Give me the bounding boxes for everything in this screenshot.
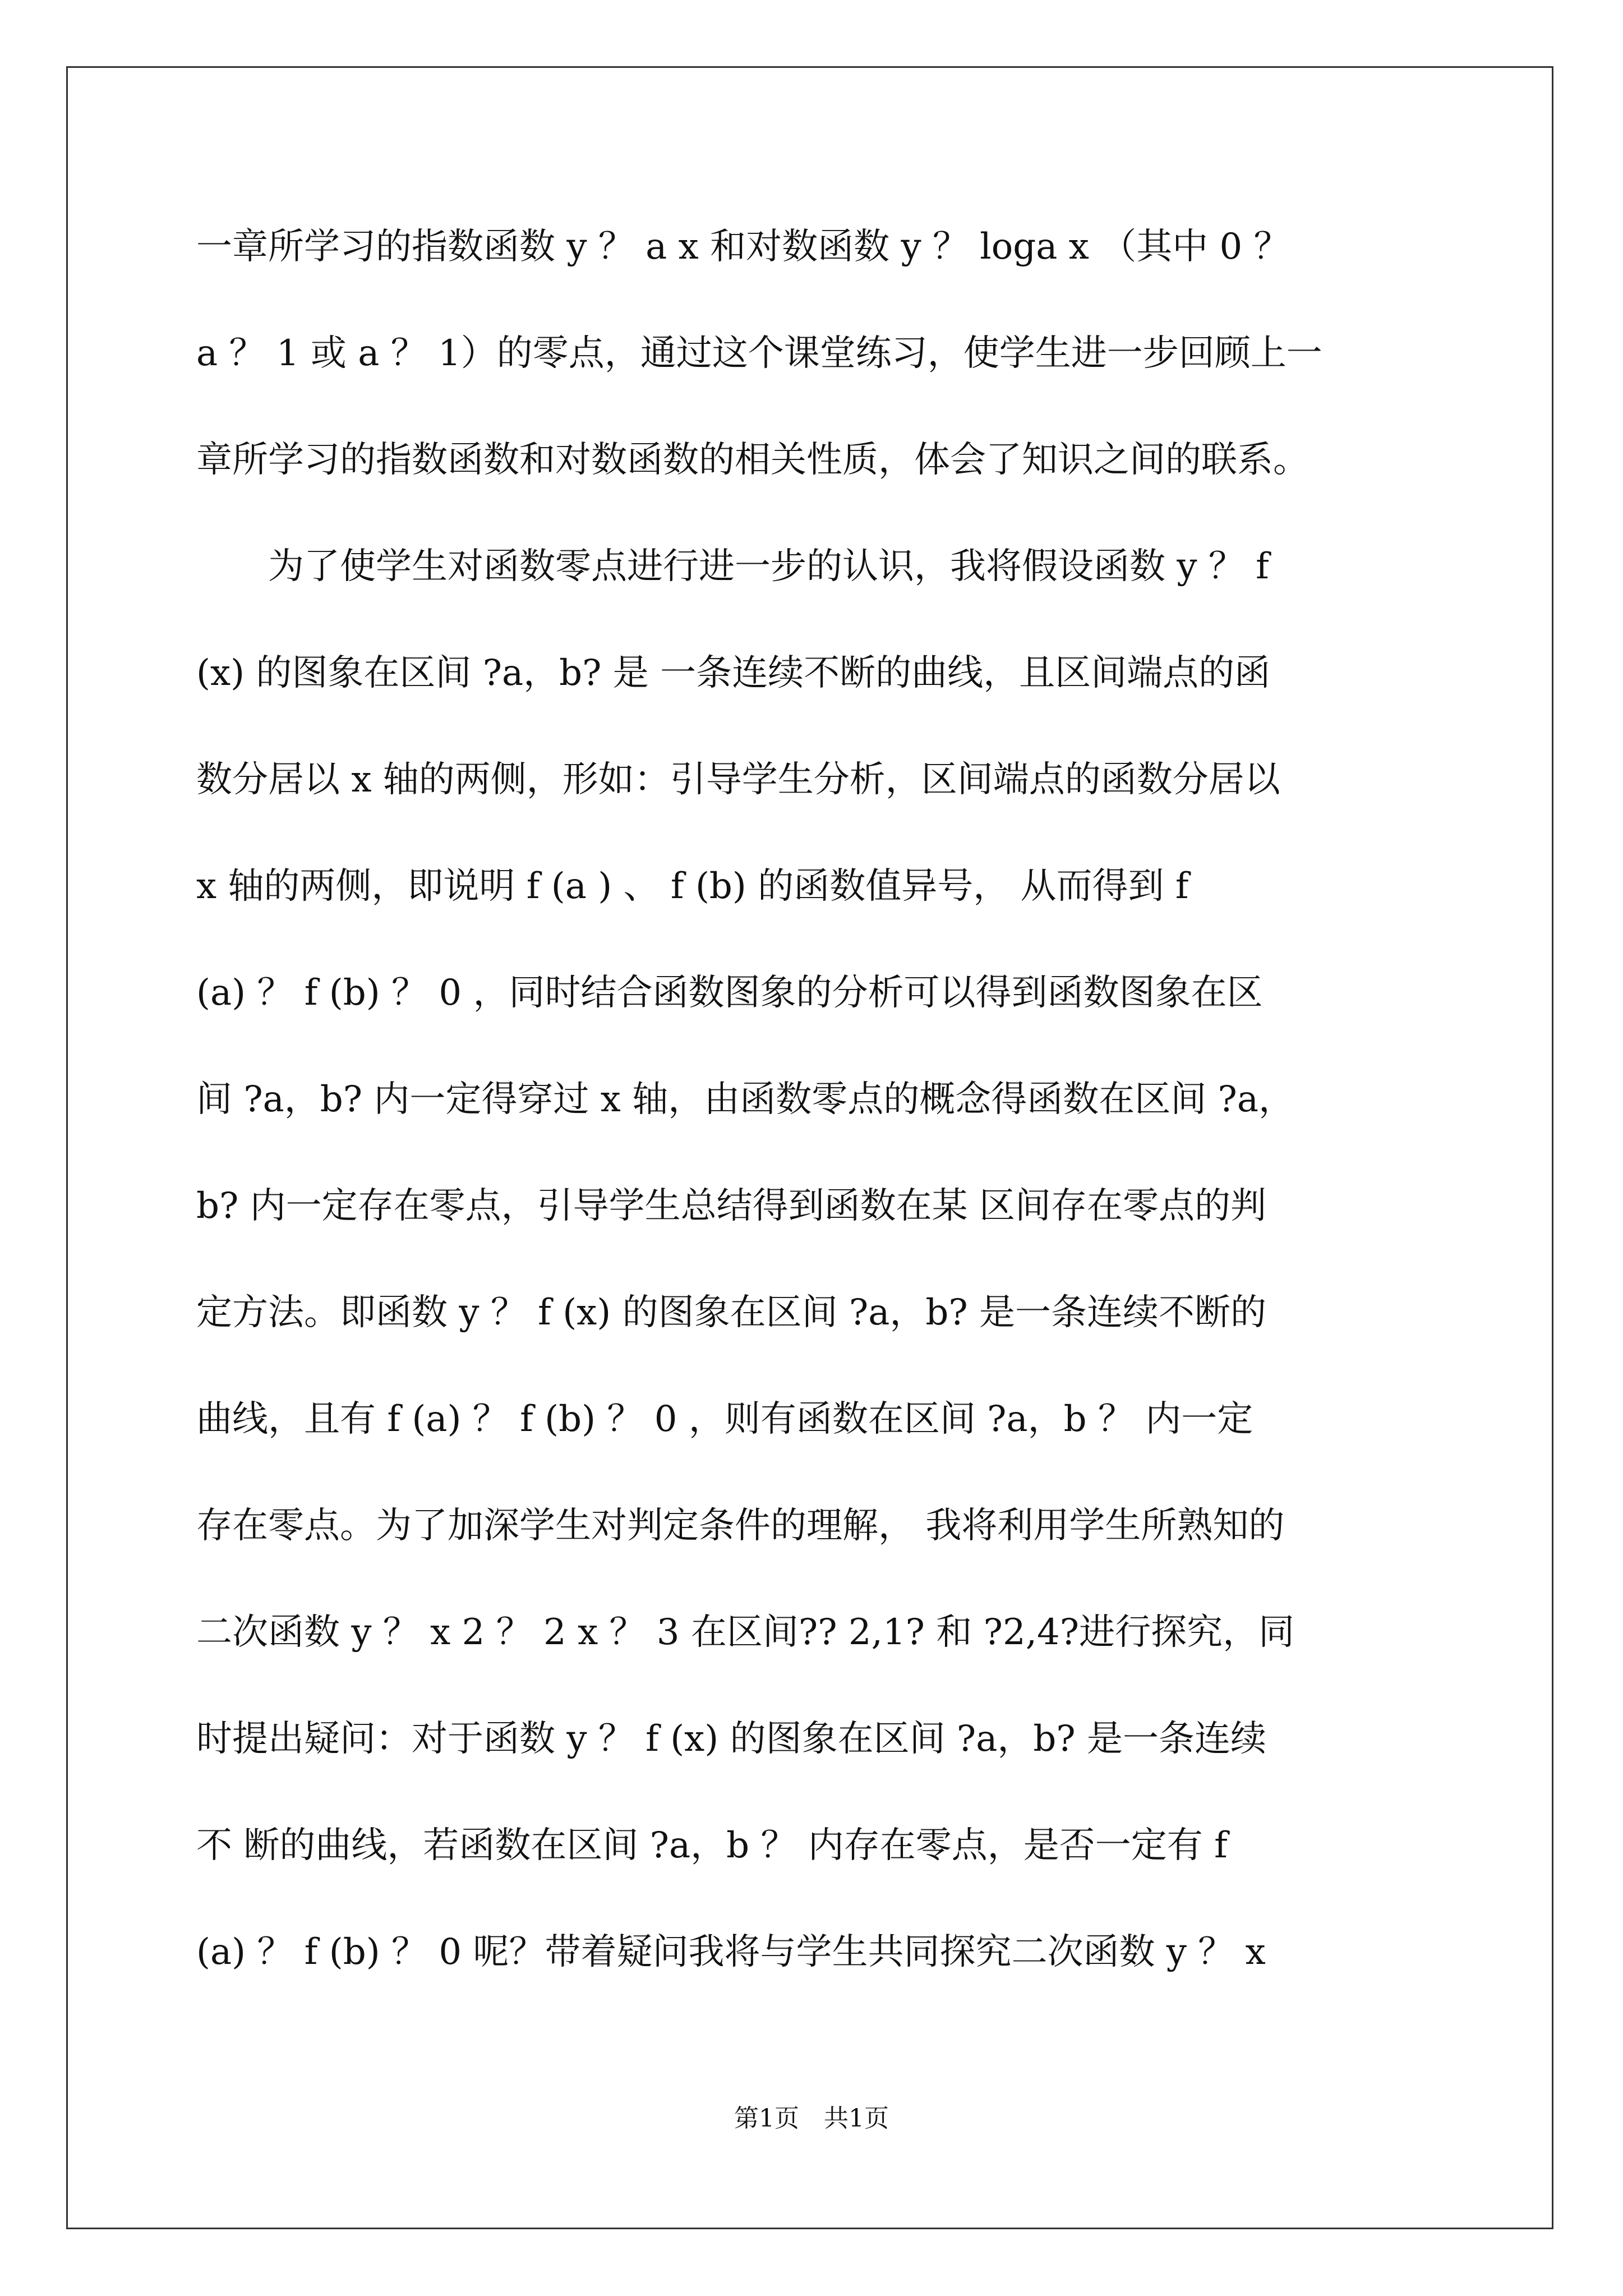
text-line: 数分居以 x 轴的两侧，形如：引导学生分析，区间端点的函数分居以 <box>196 759 1280 800</box>
text-line: 章所学习的指数函数和对数函数的相关性质，体会了知识之间的联系。 <box>196 439 1309 481</box>
text-line: 一章所学习的指数函数 y ？ a x 和对数函数 y ？ loga x （其中 0 ？ <box>196 226 1290 268</box>
text-line: 时提出疑问：对于函数 y ？ f (x) 的图象在区间 ?a，b? 是一条连续 <box>196 1718 1267 1760</box>
text-line: 定方法。即函数 y ？ f (x) 的图象在区间 ?a，b? 是一条连续不断的 <box>196 1292 1267 1333</box>
text-line: (a) ？ f (b) ？ 0 呢？带着疑问我将与学生共同探究二次函数 y ？ x <box>196 1931 1266 1973</box>
text-line: 为了使学生对函数零点进行进一步的认识，我将假设函数 y ？ f <box>196 546 1269 587</box>
text-line: 存在零点。为了加深学生对判定条件的理解， 我将利用学生所熟知的 <box>196 1505 1285 1547</box>
page-border <box>66 66 1553 2229</box>
text-line: (x) 的图象在区间 ?a，b? 是 一条连续不断的曲线，且区间端点的函 <box>196 652 1271 694</box>
text-line: 曲线，且有 f (a) ？ f (b) ？ 0 ，则有函数在区间 ?a，b ？ 内一定 <box>196 1398 1253 1440</box>
text-line: a ？ 1 或 a ？ 1）的零点，通过这个课堂练习，使学生进一步回顾上一 <box>196 333 1322 374</box>
text-line: x 轴的两侧，即说明 f (a ) 、 f (b) 的函数值异号， 从而得到 f <box>196 866 1189 907</box>
text-line: 不 断的曲线，若函数在区间 ?a，b ？ 内存在零点，是否一定有 f <box>196 1825 1228 1866</box>
text-line: 二次函数 y ？ x 2 ？ 2 x ？ 3 在区间?? 2,1? 和 ?2,4?进行探究，同 <box>196 1612 1295 1653</box>
text-line: (a) ？ f (b) ？ 0 ，同时结合函数图象的分析可以得到函数图象在区 <box>196 972 1263 1014</box>
text-line: 间 ?a，b? 内一定得穿过 x 轴，由函数零点的概念得函数在区间 ?a， <box>196 1079 1295 1120</box>
page-footer: 第1页 共1页 <box>734 2104 889 2133</box>
text-line: b? 内一定存在零点，引导学生总结得到函数在某 区间存在零点的判 <box>196 1185 1266 1227</box>
